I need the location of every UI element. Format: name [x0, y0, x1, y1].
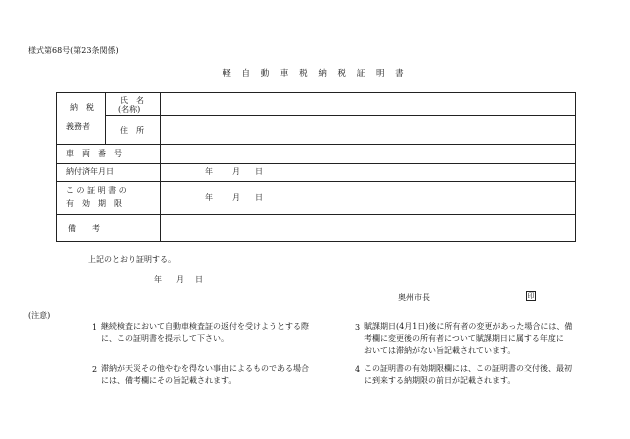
vehicle-number-label: 車 両 番 号 [66, 149, 122, 158]
certificate-table [56, 92, 576, 242]
name-label-2: (名称) [118, 105, 141, 114]
row-divider [57, 181, 575, 182]
issue-day-label: 日 [195, 275, 203, 284]
row-divider [57, 214, 575, 215]
row-divider [57, 163, 575, 164]
validity-label-2: 有 効 期 限 [66, 199, 122, 208]
payment-date-month: 月 [232, 167, 240, 176]
issue-month-label: 月 [176, 275, 184, 284]
taxpayer-label: 納 税 [70, 103, 94, 112]
note-number: 2 [92, 365, 98, 374]
seal-mark: 印 [527, 292, 535, 300]
name-label: 氏 名 [120, 96, 144, 105]
column-divider [105, 93, 106, 144]
certification-statement: 上記のとおり証明する。 [88, 255, 176, 264]
validity-label: こ の 証 明 書 の [66, 186, 127, 195]
payment-date-label: 納付済年月日 [66, 167, 114, 176]
payment-date-year: 年 [205, 167, 213, 176]
row-divider [57, 144, 575, 145]
issue-year-label: 年 [154, 275, 162, 284]
notes-heading: (注意) [28, 311, 51, 320]
row-divider [105, 115, 575, 116]
address-label: 住 所 [120, 126, 144, 135]
form-number: 様式第68号(第23条関係) [28, 46, 119, 55]
note-number: 3 [355, 323, 361, 332]
note-text: 継続検査において自動車検査証の返付を受けようとする際 に、この証明書を提示して下さい。 [101, 322, 309, 343]
note-text: 賦課期日(4月1日)後に所有者の変更があった場合には、備 考欄に変更後の所有者について賦課期日に属する年度に おいては滞納がない旨記載されています。 [364, 322, 573, 355]
issuer-title: 奥州市長 [398, 293, 430, 302]
note-number: 1 [92, 323, 98, 332]
validity-day: 日 [255, 193, 263, 202]
remarks-label: 備 考 [68, 224, 100, 233]
validity-month: 月 [232, 193, 240, 202]
note-number: 4 [355, 365, 361, 374]
official-seal-box [526, 291, 536, 301]
document-title: 軽 自 動 車 税 納 税 証 明 書 [222, 69, 408, 79]
note-text: 滞納が天災その他やむを得ない事由によるものである場合 には、備考欄にその旨記載されます。 [101, 364, 309, 385]
payment-date-day: 日 [255, 167, 263, 176]
taxpayer-label-2: 義務者 [66, 122, 90, 131]
column-divider [160, 93, 161, 241]
note-text: この証明書の有効期限欄には、この証明書の交付後、最初 に到来する納期限の前日が記載されます。 [364, 364, 572, 385]
validity-year: 年 [205, 193, 213, 202]
